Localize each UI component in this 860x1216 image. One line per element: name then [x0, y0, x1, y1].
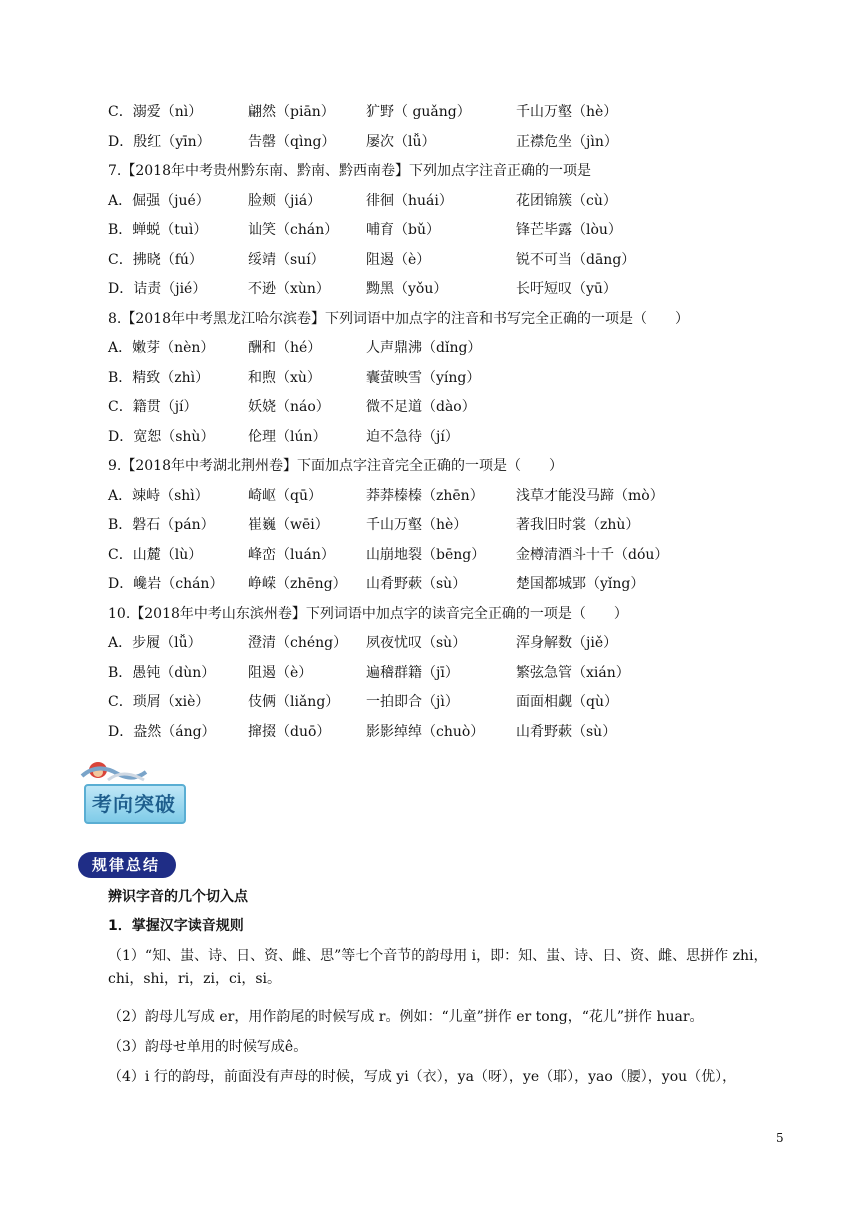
option-term: 屡次（lǚ）: [366, 133, 436, 150]
answer-option: [108, 487, 716, 505]
option-term: 绥靖（suí）: [248, 251, 325, 268]
option-term: 微不足道（dào）: [366, 399, 476, 415]
option-term: D．宽恕（shù）: [108, 428, 215, 445]
answer-option: [108, 133, 716, 151]
answer-option: [108, 575, 716, 593]
answer-option: [108, 369, 716, 387]
option-term: 迫不急待（jí）: [366, 428, 459, 445]
option-term: 楚国都城郢（yǐng）: [516, 576, 645, 592]
section-subheading: 1．掌握汉字读音规则: [108, 918, 244, 934]
option-term: C．拂晓（fú）: [108, 251, 203, 268]
option-term: 繁弦急管（xián）: [516, 664, 630, 681]
option-term: 山肴野蔌（sù）: [516, 723, 617, 740]
option-term: D．诘责（jié）: [108, 281, 207, 297]
option-term: 翩然（piān）: [248, 104, 335, 120]
option-term: B．精致（zhì）: [108, 369, 210, 386]
option-term: D．盎然（áng）: [108, 723, 216, 740]
option-term: C．溺爱（nì）: [108, 104, 203, 120]
option-term: 山崩地裂（bēng）: [366, 546, 486, 563]
option-term: 金樽清酒斗十千（dóu）: [516, 546, 669, 563]
answer-option: [108, 546, 716, 564]
option-term: C．琐屑（xiè）: [108, 694, 210, 710]
page-number: 5: [776, 1131, 784, 1145]
option-term: A．嫩芽（nèn）: [108, 340, 215, 356]
option-term: A．步履（lǚ）: [108, 635, 202, 651]
paragraph-4: （4）i 行的韵母，前面没有声母的时候，写成 yi（衣），ya（呀），ye（耶），yao（腰），you（优），: [108, 1069, 737, 1085]
option-term: 浅草才能没马蹄（mò）: [516, 487, 664, 504]
option-term: 阻遏（è）: [248, 664, 313, 681]
option-term: 徘徊（huái）: [366, 192, 453, 209]
answer-option: [108, 664, 716, 682]
option-term: C．籍贯（jí）: [108, 399, 198, 415]
option-term: 浑身解数（jiě）: [516, 635, 618, 651]
question-stem: 8.【2018年中考黑龙江哈尔滨卷】下列词语中加点字的注音和书写完全正确的一项是（ ）: [108, 310, 689, 327]
option-term: 撺掇（duō）: [248, 723, 331, 740]
option-term: 脸颊（jiá）: [248, 192, 322, 209]
option-term: D．巉岩（chán）: [108, 576, 224, 592]
answer-option: [108, 251, 716, 269]
option-term: B．愚钝（dùn）: [108, 664, 216, 681]
option-term: 阻遏（è）: [366, 251, 431, 268]
option-term: 影影绰绰（chuò）: [366, 723, 485, 740]
option-term: 长吁短叹（yū）: [516, 281, 617, 297]
option-term: 千山万壑（hè）: [516, 104, 618, 120]
section-heading: 辨识字音的几个切入点: [108, 889, 248, 905]
question-stem: 7.【2018年中考贵州黔东南、黔南、黔西南卷】下列加点字注音正确的一项是: [108, 163, 591, 179]
option-term: 一拍即合（jì）: [366, 694, 459, 710]
option-term: 峰峦（luán）: [248, 546, 335, 563]
answer-option: [108, 634, 716, 652]
paragraph-2: （2）韵母儿写成 er，用作韵尾的时候写成 r。例如：“儿童”拼作 er tong，“花儿”拼作 huar。: [108, 1009, 704, 1025]
option-term: B．磐石（pán）: [108, 517, 215, 533]
option-term: 面面相觑（qù）: [516, 694, 618, 710]
answer-option: [108, 723, 716, 741]
answer-option: [108, 339, 716, 357]
answer-option: [108, 693, 716, 711]
option-term: 告罄（qìng）: [248, 133, 336, 150]
option-term: 遍稽群籍（jī）: [366, 664, 459, 681]
option-term: D．殷红（yīn）: [108, 133, 211, 150]
option-term: 人声鼎沸（dǐng）: [366, 340, 482, 356]
option-term: 妖娆（náo）: [248, 399, 330, 415]
option-term: 哺育（bǔ）: [366, 222, 440, 238]
question-stem: 9.【2018年中考湖北荆州卷】下面加点字注音完全正确的一项是（ ）: [108, 458, 563, 474]
option-term: 锋芒毕露（lòu）: [516, 222, 622, 238]
option-term: 犷野（ guǎng）: [366, 104, 471, 120]
option-term: 锐不可当（dāng）: [516, 251, 636, 268]
option-term: 澄清（chéng）: [248, 635, 348, 651]
option-term: 囊萤映雪（yíng）: [366, 369, 481, 386]
answer-option: [108, 516, 716, 534]
option-term: 山肴野蔌（sù）: [366, 576, 467, 592]
option-term: 伎俩（liǎng）: [248, 694, 340, 710]
answer-option: [108, 428, 716, 446]
option-term: C．山麓（lù）: [108, 546, 203, 563]
paragraph-1: （1）“知、蚩、诗、日、资、雌、思”等七个音节的韵母用 i，即：知、蚩、诗、日、资、雌、思拼作 zhi，chi，shi，ri，zi，ci，si。: [108, 948, 768, 987]
option-term: 夙夜忧叹（sù）: [366, 635, 467, 651]
option-term: A．竦峙（shì）: [108, 487, 209, 504]
section-pill-label: 规律总结: [92, 856, 161, 874]
answer-option: [108, 192, 716, 210]
option-term: 讪笑（chán）: [248, 222, 339, 238]
option-term: 不逊（xùn）: [248, 281, 330, 297]
option-term: B．蝉蜕（tuì）: [108, 222, 208, 238]
option-term: 和煦（xù）: [248, 369, 321, 386]
option-term: A．倔强（jué）: [108, 192, 210, 209]
option-term: 莽莽榛榛（zhēn）: [366, 487, 484, 504]
option-term: 千山万壑（hè）: [366, 517, 468, 533]
option-term: 崔巍（wēi）: [248, 517, 329, 533]
option-term: 峥嵘（zhēng）: [248, 576, 347, 592]
option-term: 花团锦簇（cù）: [516, 192, 617, 209]
option-term: 正襟危坐（jìn）: [516, 133, 618, 150]
answer-option: [108, 398, 716, 416]
option-term: 崎岖（qū）: [248, 487, 322, 504]
option-term: 著我旧时裳（zhù）: [516, 517, 640, 533]
option-term: 酬和（hé）: [248, 340, 322, 356]
answer-option: [108, 221, 716, 239]
section-banner: [78, 758, 184, 824]
option-term: 黝黑（yǒu）: [366, 281, 448, 297]
option-term: 伦理（lún）: [248, 428, 327, 445]
answer-option: [108, 103, 716, 121]
paragraph-3: （3）韵母せ单用的时候写成ê。: [108, 1039, 308, 1055]
answer-option: [108, 280, 716, 298]
banner-label: 考向突破: [92, 792, 176, 816]
question-stem: 10.【2018年中考山东滨州卷】下列词语中加点字的读音完全正确的一项是（ ）: [108, 605, 628, 622]
